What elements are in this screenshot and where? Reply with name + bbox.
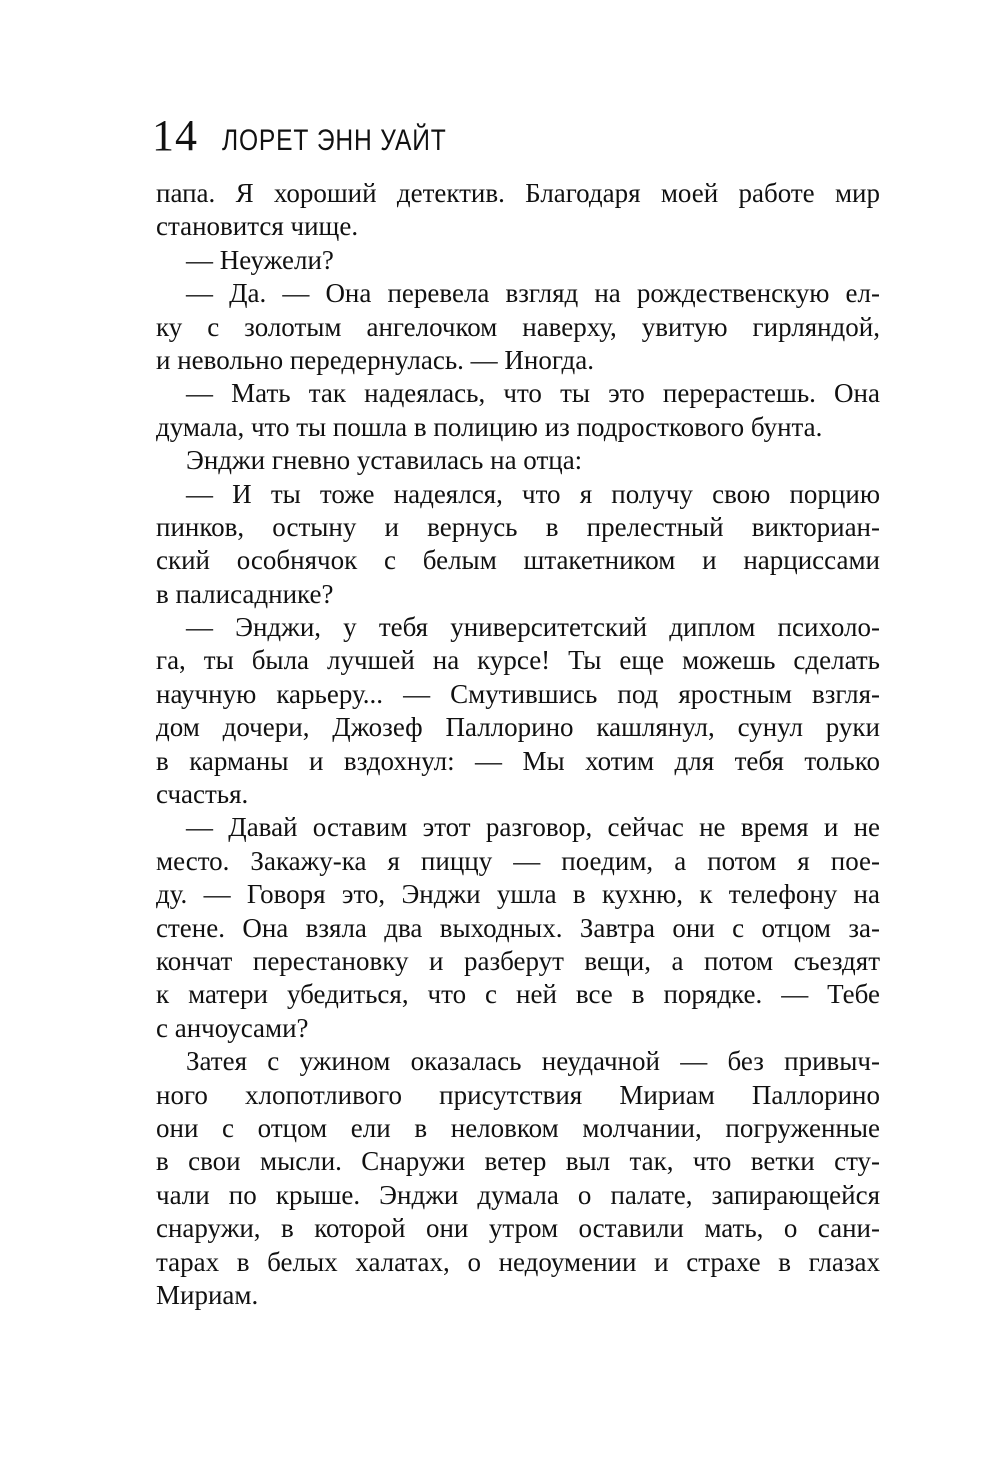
text-line: думала, что ты пошла в полицию из подросткового бунта. [156, 411, 823, 442]
text-line: к матери убедиться, что с ней все в порядке. — Тебе [156, 979, 880, 1010]
text-line: га, ты была лучшей на курсе! Ты еще можешь сделать [156, 645, 880, 676]
text-line: в карманы и вздохнул: — Мы хотим для тебя только [156, 745, 880, 776]
author-name: ЛОРЕТ ЭНН УАЙТ [222, 124, 447, 157]
text-line: — Давай оставим этот разговор, сейчас не время и не [186, 812, 880, 843]
text-line: с анчоусами? [156, 1012, 309, 1043]
text-line: снаружи, в которой они утром оставили мать, о сани- [156, 1213, 880, 1244]
text-line: в свои мысли. Снаружи ветер выл так, что ветки сту- [156, 1146, 880, 1177]
text-line: место. Закажу-ка я пиццу — поедим, а потом я пое- [156, 845, 880, 876]
text-line: — И ты тоже надеялся, что я получу свою порцию [186, 478, 880, 509]
text-line: ский особнячок с белым штакетником и нарциссами [156, 545, 880, 576]
text-line: и невольно передернулась. — Иногда. [156, 344, 595, 375]
text-line: становится чище. [156, 211, 359, 242]
text-line: ду. — Говоря это, Энджи ушла в кухню, к телефону на [156, 879, 880, 910]
text-line: Затея с ужином оказалась неудачной — без привыч- [186, 1046, 880, 1077]
page-number: 14 [152, 111, 198, 160]
text-line: тарах в белых халатах, о недоумении и страхе в глазах [156, 1246, 880, 1277]
text-line: кончат перестановку и разберут вещи, а потом съездят [156, 945, 880, 976]
body-text [156, 177, 880, 1312]
text-line: ного хлопотливого присутствия Мириам Паллорино [156, 1079, 880, 1110]
text-line: счастья. [156, 779, 249, 810]
text-line: ку с золотым ангелочком наверху, увитую гирляндой, [156, 311, 880, 342]
text-line: — Энджи, у тебя университетский диплом психоло- [186, 612, 880, 643]
text-line: в палисаднике? [156, 578, 334, 609]
text-line: — Неужели? [186, 244, 334, 275]
text-line: дом дочери, Джозеф Паллорино кашлянул, сунул руки [156, 712, 880, 743]
text-line: стене. Она взяла два выходных. Завтра они с отцом за- [156, 912, 880, 943]
text-line: Мириам. [156, 1279, 259, 1310]
text-line: — Мать так надеялась, что ты это перерастешь. Она [186, 378, 880, 409]
running-head [152, 106, 496, 166]
text-line: пинков, остыну и вернусь в прелестный викториан- [156, 511, 880, 542]
text-line: они с отцом ели в неловком молчании, погруженные [156, 1112, 880, 1143]
text-line: папа. Я хороший детектив. Благодаря моей работе мир [156, 178, 880, 208]
text-line: чали по крыше. Энджи думала о палате, запирающейся [156, 1179, 880, 1210]
text-line: — Да. — Она перевела взгляд на рождественскую ел- [186, 278, 880, 309]
text-line: научную карьеру... — Смутившись под яростным взгля- [156, 678, 880, 709]
text-line: Энджи гневно уставилась на отца: [186, 445, 583, 476]
